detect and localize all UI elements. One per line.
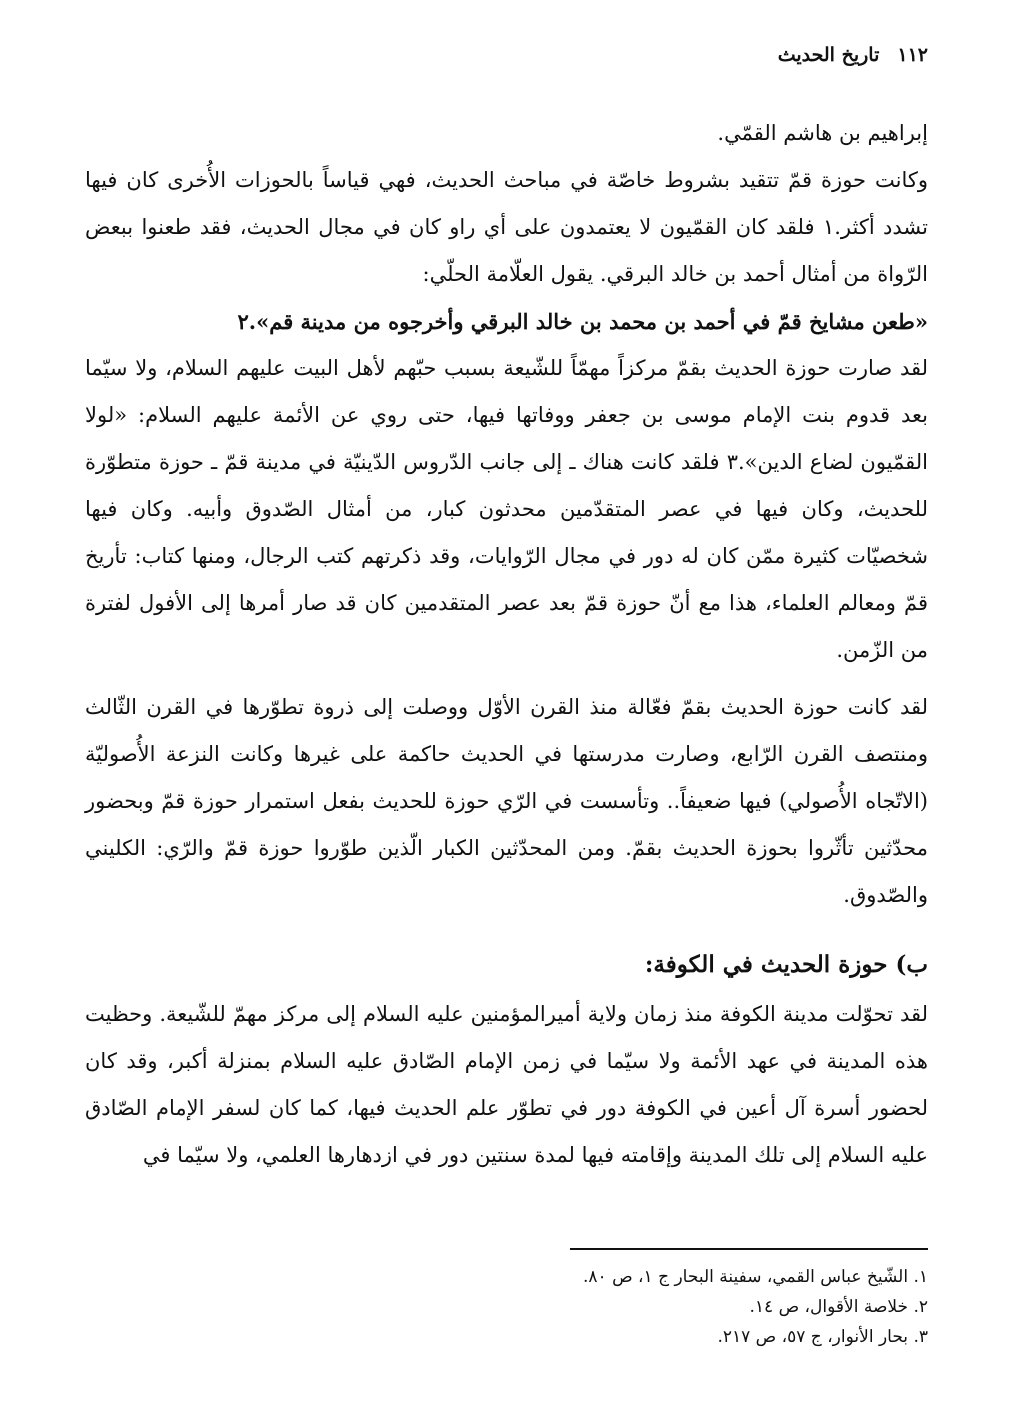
paragraph-qom-activity: لقد كانت حوزة الحديث بقمّ فعّالة منذ القرن الأوّل ووصلت إلى ذروة تطوّرها في القرن الثّالث ومنتصف القرن الرّابع، وصارت مدرستها في الحديث حاكمة على غيرها وكانت النزعة الأُصوليّة (الاتّجاه الأُصولي) فيها ضعيفاً.. وتأسست في الرّي حوزة للحديث بفعل استمرار حوزة قمّ وبحضور محدّثين تأثّروا بحوزة الحديث بقمّ. ومن المحدّثين الكبار الّذين طوّروا حوزة قمّ والرّي: الكليني والصّدوق. <box>85 695 928 907</box>
footnote-item: ١. الشّيخ عباس القمي، سفينة البحار ج ١، ص ٨٠. <box>583 1267 928 1287</box>
paragraph-opening: إبراهيم بن هاشم القمّي. <box>717 121 928 145</box>
paragraph-qom-center: لقد صارت حوزة الحديث بقمّ مركزاً مهمّاً للشّيعة بسبب حبّهم لأهل البيت عليهم السلام، ولا سيّما بعد قدوم بنت الإمام موسى بن جعفر ووفاتها فيها، حتى روي عن الأئمة عليهم السلام: «لولا القمّيون لضاع الدين».٣ فلقد كانت هناك ـ إلى جانب الدّروس الدّينيّة في مدينة قمّ ـ حوزة متطوّرة للحديث، وكان فيها في عصر المتقدّمين محدثون كبار، من أمثال الصّدوق وأبيه. وكان فيها شخصيّات كثيرة ممّن كان له دور في مجال الرّوايات، وقد ذكرتهم كتب الرجال، ومنها كتاب: تأريخ قمّ ومعالم العلماء، هذا مع أنّ حوزة قمّ بعد عصر المتقدمين كان قد صار أمرها إلى الأفول لفترة من الزّمن. <box>85 356 929 662</box>
page-number: ١١٢ <box>897 44 928 66</box>
footnote-item: ٢. خلاصة الأقوال، ص ١٤. <box>749 1297 928 1317</box>
paragraph-qom-conditions: وكانت حوزة قمّ تتقيد بشروط خاصّة في مباحث الحديث، فهي قياساً بالحوزات الأُخرى كان فيها تشدد أكثر.١ فلقد كان القمّيون لا يعتمدون على أي راو كان في مجال الحديث، فقد طعنوا ببعض الرّواة من أمثال أحمد بن خالد البرقي. يقول العلّامة الحلّي: <box>85 168 929 286</box>
running-title: تاريخ الحديث <box>777 44 880 66</box>
section-heading-kufa: ب) حوزة الحديث في الكوفة: <box>644 951 928 978</box>
footnote-item: ٣. بحار الأنوار، ج ٥٧، ص ٢١٧. <box>717 1327 928 1347</box>
footnote-separator <box>570 1248 928 1250</box>
quote-allama-hilli: «طعن مشايخ قمّ في أحمد بن محمد بن خالد البرقي وأخرجوه من مدينة قم».٢ <box>237 309 928 334</box>
paragraph-kufa: لقد تحوّلت مدينة الكوفة منذ زمان ولاية أميرالمؤمنين عليه السلام إلى مركز مهمّ للشّيعة. وحظيت هذه المدينة في عهد الأئمة ولا سيّما في زمن الإمام الصّادق عليه السلام بمنزلة أكبر، وقد كان لحضور أسرة آل أعين في الكوفة دور في تطوّر علم الحديث فيها، كما كان لسفر الإمام الصّادق عليه السلام إلى تلك المدينة وإقامته فيها لمدة سنتين دور في ازدهارها العلمي، ولا سيّما في <box>85 1002 928 1167</box>
footnotes-list <box>85 1262 928 1352</box>
running-head <box>85 40 928 70</box>
body-text <box>85 110 928 1179</box>
